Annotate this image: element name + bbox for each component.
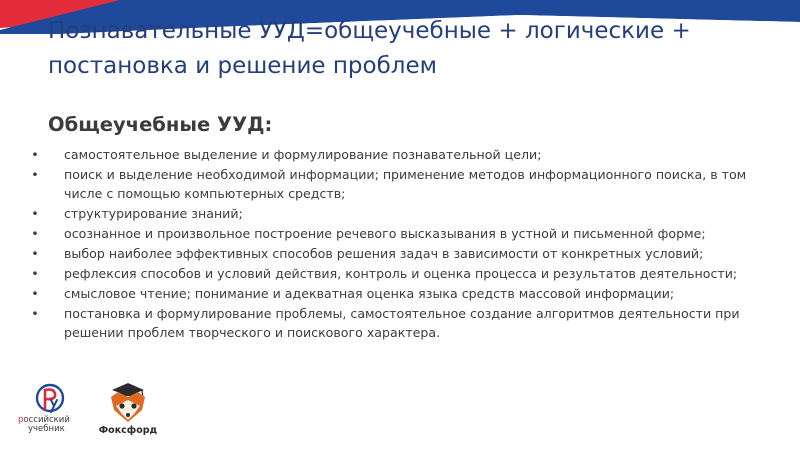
wordmark-line1: оссийский — [23, 415, 70, 425]
russian-textbook-wordmark — [18, 416, 70, 434]
bullet-item — [28, 264, 768, 283]
slide-title: Познавательные УУД=общеучебные + логические + постановка и решение проблем — [48, 18, 691, 79]
bullet-text: смысловое чтение; понимание и адекватная оценка языка средств массовой информации; — [64, 286, 675, 301]
bullet-marker: • — [31, 286, 39, 301]
bullet-text: структурирование знаний; — [64, 206, 243, 221]
bullet-text: рефлексия способов и условий действия, контроль и оценка процесса и результатов деятельности; — [64, 266, 738, 281]
bullet-text: осознанное и произвольное построение речевого высказывания в устной и письменной форме; — [64, 226, 706, 241]
section-heading: Общеучебные УУД: — [48, 113, 273, 136]
bullet-marker: • — [31, 167, 39, 182]
bullet-marker: • — [31, 147, 39, 162]
bullet-item — [28, 204, 768, 223]
bullet-marker: • — [31, 226, 39, 241]
fox-mascot-icon — [98, 380, 158, 426]
bullet-marker: • — [31, 246, 39, 261]
bullet-text: поиск и выделение необходимой информации; применение методов информационного поиска, в том числе с помощью компьютерных средств; — [64, 167, 747, 201]
bullet-marker: • — [31, 206, 39, 221]
bullet-text: постановка и формулирование проблемы, самостоятельное создание алгоритмов деятельности при решении проблем творческого и поискового характера. — [64, 306, 740, 340]
bullet-marker: • — [31, 306, 39, 321]
bullet-text: выбор наиболее эффективных способов решения задач в зависимости от конкретных условий; — [64, 246, 704, 261]
bullet-marker: • — [31, 266, 39, 281]
bullet-item — [28, 244, 768, 263]
russian-textbook-emblem-icon — [18, 382, 82, 416]
bullet-item — [28, 304, 768, 342]
bullet-list — [28, 145, 768, 343]
foxford-logo — [98, 380, 158, 440]
wordmark-first-letter: р — [18, 415, 24, 425]
bullet-text: самостоятельное выделение и формулирование познавательной цели; — [64, 147, 542, 162]
russian-textbook-logo — [18, 382, 82, 438]
foxford-wordmark: Фоксфорд — [98, 425, 158, 436]
bullet-item — [28, 165, 768, 203]
wordmark-line2: учебник — [28, 424, 65, 434]
bullet-item — [28, 145, 768, 164]
bullet-item — [28, 224, 768, 243]
bullet-item — [28, 284, 768, 303]
